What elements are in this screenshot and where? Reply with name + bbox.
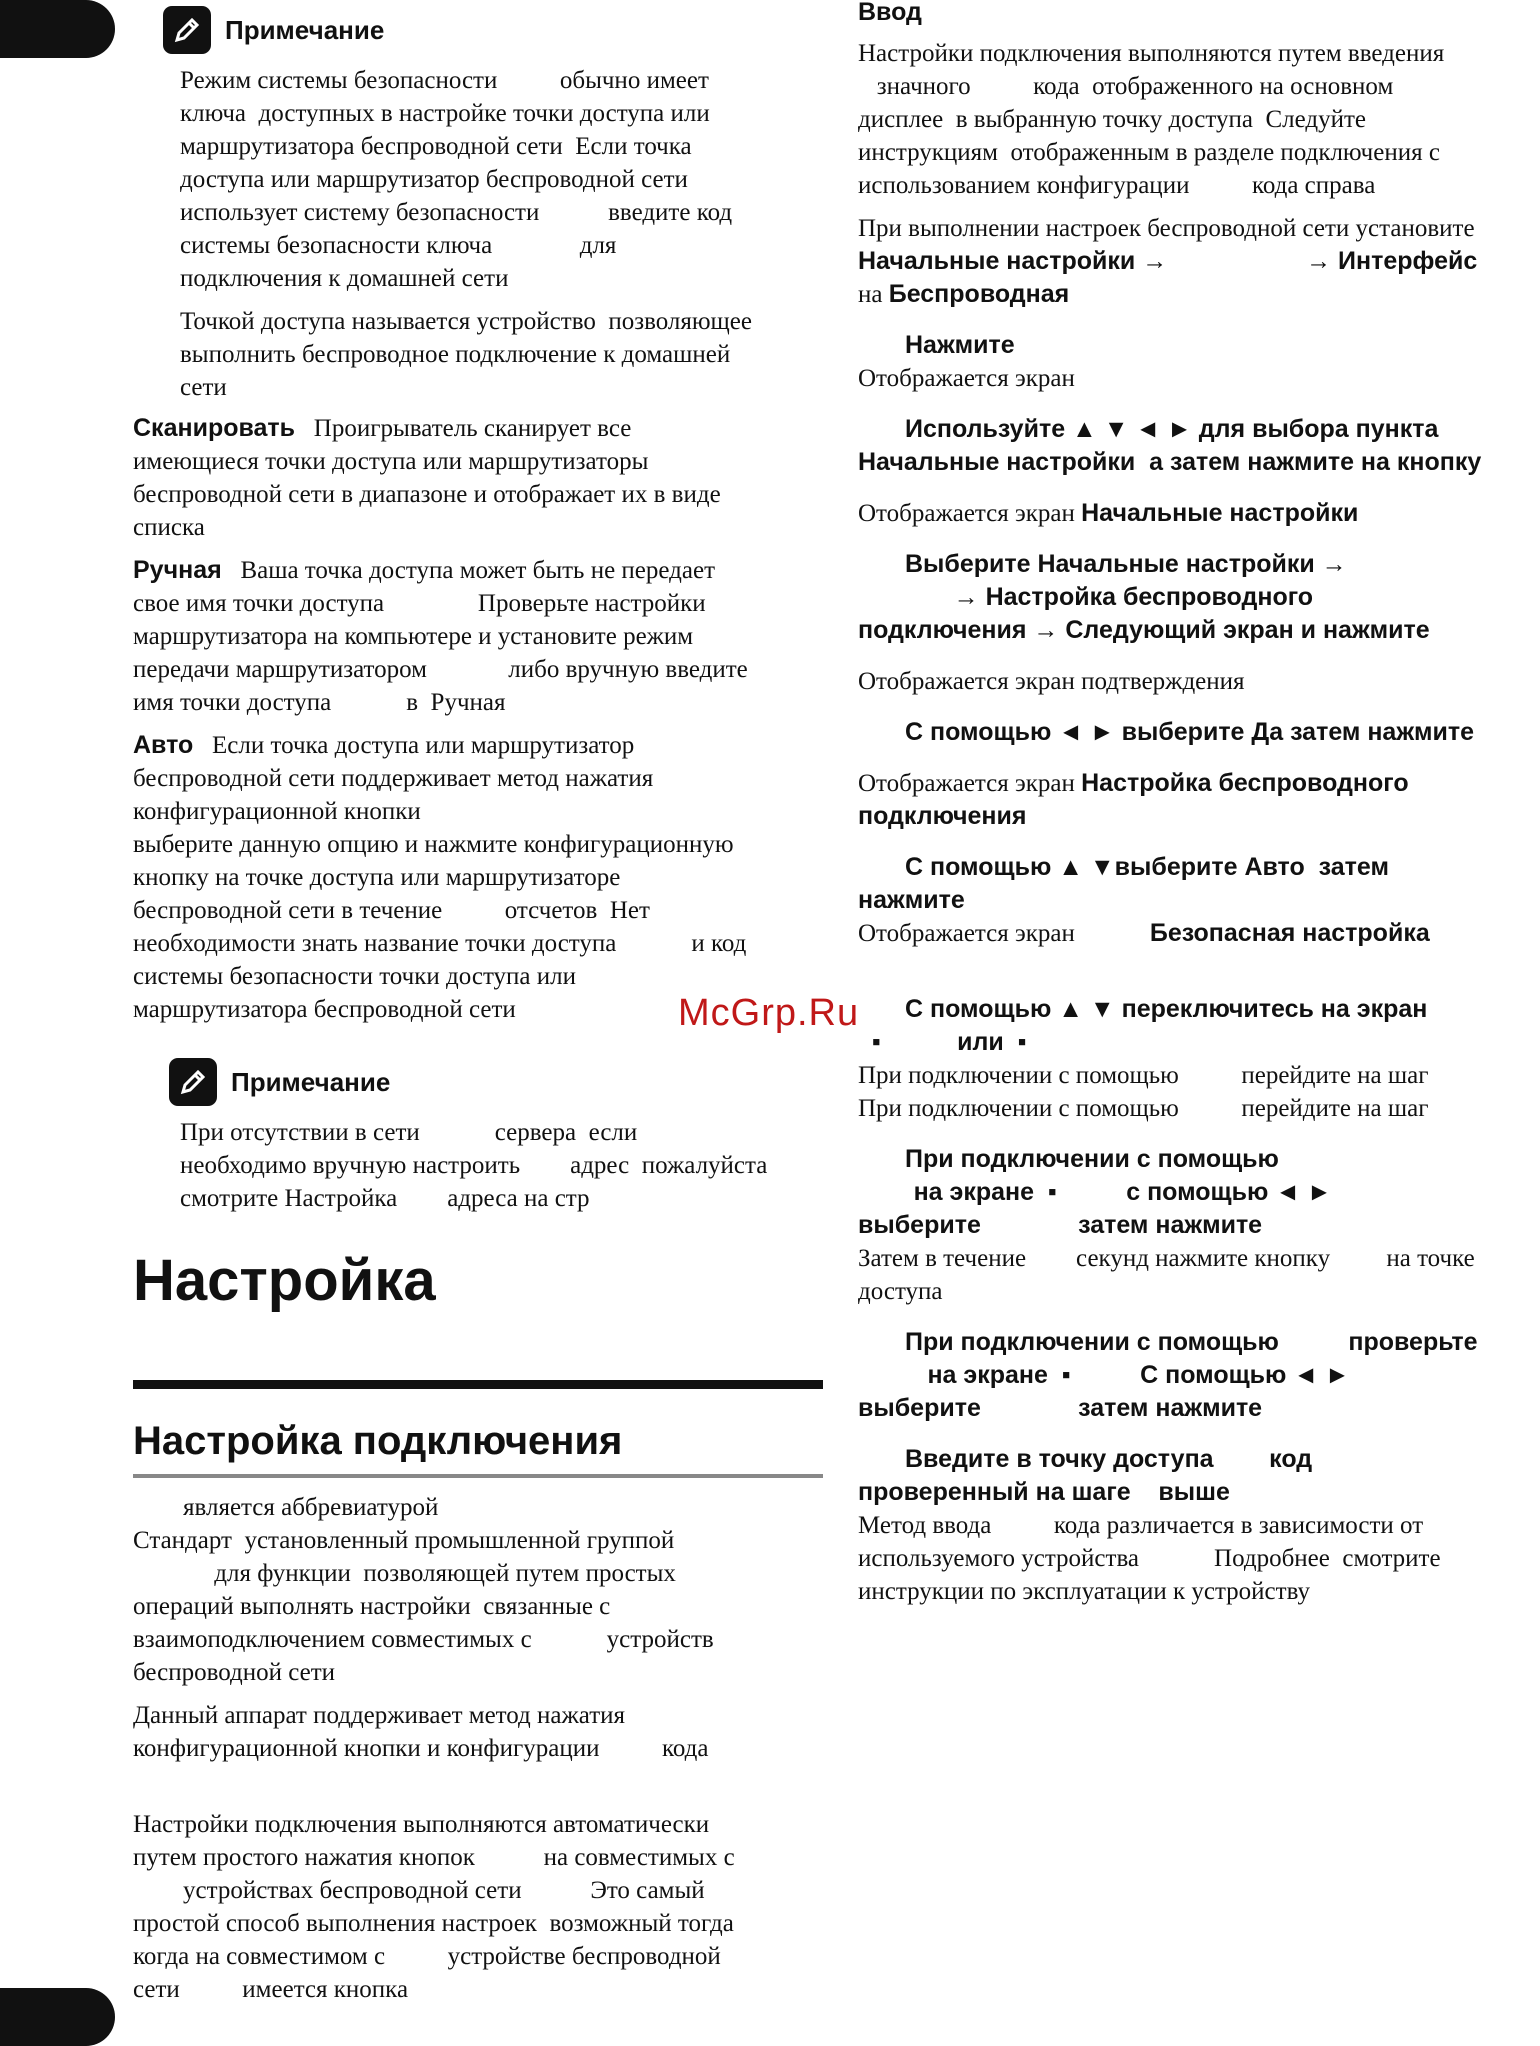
step-7-result: Затем в течение секунд нажмите кнопку на точке доступа bbox=[858, 1245, 1475, 1305]
step-5: С помощью ▲ ▼выберите Авто затем нажмите bbox=[858, 853, 1389, 914]
section-title: Настройка подключения bbox=[133, 1419, 623, 1463]
step-5-result: Отображается экран Безопасная настройка bbox=[858, 919, 1430, 947]
body-paragraph: Настройки подключения выполняются автоматически путем простого нажатия кнопок на совместимых с устройствах беспроводной сети Это самый простой способ выполнения настроек возможный тогда когда на совместимом с устройстве беспроводной сети имеется кнопка bbox=[133, 1811, 735, 2003]
step-1-result: Отображается экран bbox=[858, 365, 1075, 392]
section-rule-thick bbox=[133, 1380, 823, 1389]
intro-paragraph: Настройки подключения выполняются путем введения значного кода отображенного на основном дисплее в выбранную точку доступа Следуйте инструкциям отображенным в разделе подключения с использованием конфигурации кода справа bbox=[858, 40, 1445, 199]
note-title: Примечание bbox=[231, 1066, 391, 1097]
note-paragraph: Режим системы безопасности обычно имеет ключа доступных в настройке точки доступа или маршрутизатора беспроводной сети Если точка доступа или маршрутизатор беспроводной сети использует систему безопасности введите код системы безопасности ключа для подключения к домашней сети bbox=[180, 67, 733, 292]
option-manual: Ручная Ваша точка доступа может быть не передает свое имя точки доступа Проверьте настройки маршрутизатора на компьютере и установите режим передачи маршрутизатором либо вручную введите имя точки доступа в Ручная bbox=[133, 556, 748, 716]
step-9: Введите в точку доступа код проверенный на шаге выше bbox=[858, 1445, 1313, 1506]
right-heading: Ввод bbox=[858, 0, 922, 26]
step-6: С помощью ▲ ▼ переключитесь на экран ▪ или ▪ bbox=[858, 995, 1428, 1056]
page-tab-top bbox=[0, 0, 115, 58]
step-3: Выберите Начальные настройки → → Настройка беспроводного подключения → Следующий экран и нажмите bbox=[858, 550, 1430, 644]
chapter-title: Настройка bbox=[133, 1248, 436, 1313]
note-block-2 bbox=[169, 1058, 823, 1215]
note-title: Примечание bbox=[225, 14, 385, 45]
step-2: Используйте ▲ ▼ ◄ ► для выбора пункта Начальные настройки а затем нажмите на кнопку bbox=[858, 415, 1482, 476]
option-scan: Сканировать Проигрыватель сканирует все имеющиеся точки доступа или маршрутизаторы беспроводной сети в диапазоне и отображает их в виде списка bbox=[133, 414, 721, 541]
step-6-result: При подключении с помощью перейдите на шаг При подключении с помощью перейдите на шаг bbox=[858, 1062, 1429, 1122]
watermark: McGrp.Ru bbox=[678, 992, 860, 1034]
step-3-result: Отображается экран подтверждения bbox=[858, 668, 1245, 695]
option-auto: Авто Если точка доступа или маршрутизатор беспроводной сети поддерживает метод нажатия конфигурационной кнопки выберите данную опцию и нажмите конфигурационную кнопку на точке доступа или маршрутизаторе беспроводной сети в течение отсчетов Нет необходимости знать название точки доступа и код системы безопасности точки доступа или маршрутизатора беспроводной сети bbox=[133, 731, 747, 1023]
step-1: Нажмите bbox=[905, 331, 1015, 359]
note-paragraph: При отсутствии в сети сервера если необходимо вручную настроить адрес пожалуйста смотрите Настройка адреса на стр bbox=[180, 1119, 768, 1212]
section-rule-thin bbox=[133, 1474, 823, 1478]
step-4: С помощью ◄ ► выберите Да затем нажмите bbox=[905, 718, 1475, 746]
note-paragraph: Точкой доступа называется устройство позволяющее выполнить беспроводное подключение к домашней сети bbox=[180, 308, 752, 401]
right-body bbox=[858, 37, 1540, 1608]
options-list bbox=[133, 412, 823, 1026]
note-header bbox=[169, 1058, 823, 1106]
step-9-result: Метод ввода кода различается в зависимости от используемого устройства Подробнее смотрите инструкции по эксплуатации к устройству bbox=[858, 1512, 1441, 1605]
body-paragraph: Данный аппарат поддерживает метод нажатия конфигурационной кнопки и конфигурации кода bbox=[133, 1702, 709, 1762]
step-7: При подключении с помощью на экране ▪ с помощью ◄ ► выберите затем нажмите bbox=[858, 1145, 1332, 1239]
section-body bbox=[133, 1491, 823, 2006]
step-8: При подключении с помощью проверьте на экране ▪ С помощью ◄ ► выберите затем нажмите bbox=[858, 1328, 1478, 1422]
note-block-1 bbox=[163, 6, 823, 404]
step-2-result: Отображается экран Начальные настройки bbox=[858, 499, 1359, 527]
chapter-heading bbox=[133, 1246, 823, 1316]
section-heading bbox=[133, 1414, 823, 1468]
setup-paragraph: При выполнении настроек беспроводной сети установите Начальные настройки → → Интерфейс на Беспроводная bbox=[858, 215, 1478, 308]
note-header bbox=[163, 6, 823, 54]
pencil-note-icon bbox=[163, 6, 211, 54]
pencil-note-icon bbox=[169, 1058, 217, 1106]
body-paragraph: является аббревиатурой Стандарт установленный промышленной группой для функции позволяющей путем простых операций выполнять настройки связанные с взаимоподключением совместимых с устройств беспроводной сети bbox=[133, 1494, 714, 1686]
page-tab-bottom bbox=[0, 1988, 115, 2046]
step-4-result: Отображается экран Настройка беспроводного подключения bbox=[858, 769, 1409, 830]
note-body bbox=[180, 64, 823, 404]
